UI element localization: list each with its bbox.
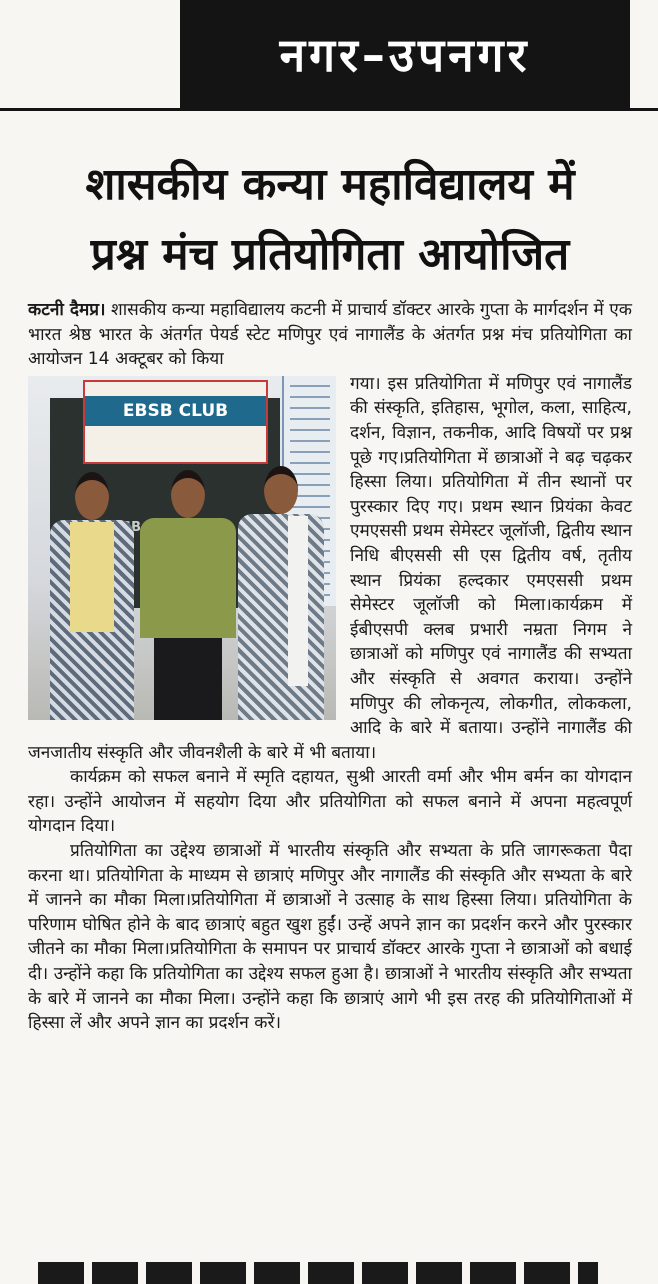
headline-line-2: प्रश्न मंच प्रतियोगिता आयोजित — [90, 229, 570, 280]
article-paragraph-3: प्रतियोगिता का उद्देश्य छात्राओं में भारतीय संस्कृति और सभ्यता के प्रति जागरूकता पैदा करना था। प्रतियोगिता के माध्यम से छात्राएं मणिपुर और नागालैंड की संस्कृति और सभ्यता के बारे में जानने का मौका मिला।प्रतियोगिता में छात्राओं ने उत्साह के साथ हिस्सा लिया। प्रतियोगिता के परिणाम घोषित होने के बाद छात्राएं बहुत खुश हुईं। उन्हें अपने ज्ञान का प्रदर्शन करने और पुरस्कार जीतने का मौका मिला।प्रतियोगिता के समापन पर प्राचार्य डॉक्टर आरके गुप्ता ने छात्राओं को बधाई दी। उन्होंने कहा कि प्रतियोगिता का उद्देश्य सफल हुआ है। छात्राओं ने भारतीय संस्कृति और सभ्यता के बारे में जानने का मौका मिला। उन्होंने कहा कि छात्राएं आगे भी इस तरह की प्रतियोगिताओं में हिस्सा लें और अपने ज्ञान का प्रदर्शन करें। — [28, 841, 632, 1034]
student-figure-2 — [140, 470, 236, 720]
article-body — [28, 298, 632, 1036]
paragraph-1-lead: शासकीय कन्या महाविद्यालय कटनी में प्राचार्य डॉक्टर आरके गुप्ता के मार्गदर्शन में एक भारत श्रेष्ठ भारत के अंतर्गत पेयर्ड स्टेट मणिपुर एवं नागालैंड के अंतर्गत प्रश्न मंच प्रतियोगिता का आयोजन 14 अक्टूबर को किया — [28, 300, 632, 370]
club-banner-text: EBSB CLUB — [85, 396, 266, 427]
article-paragraph-2: कार्यक्रम को सफल बनाने में स्मृति दहायत, सुश्री आरती वर्मा और भीम बर्मन का योगदान रहा। उन्होंने आयोजन में सहयोग दिया और प्रतियोगिता को सफल बनाने में अपना महत्वपूर्ण योगदान दिया। — [28, 767, 632, 837]
paragraph-1-rest: गया। इस प्रतियोगिता में मणिपुर एवं नागालैंड की संस्कृति, इतिहास, भूगोल, कला, साहित्य, दर्शन, विज्ञान, तकनीक, आदि विषयों पर प्रश्न पूछे गए।प्रतियोगिता में छात्राओं ने बढ़ चढ़कर हिस्सा लिया। प्रतियोगिता में तीन स्थानों पर पुरस्कार दिए गए। प्रथम स्थान प्रियंका केवट एमएससी प्रथम सेमेस्टर जूलॉजी, द्वितीय स्थान निधि बीएससी सी एस द्वितीय वर्ष, तृतीय स्थान प्रियंका हल्दकार एमएससी प्रथम सेमेस्टर जूलॉजी को मिला।कार्यक्रम में ईबीएसपी क्लब प्रभारी नम्रता निगम ने छात्राओं को मणिपुर एवं नागालैंड की सभ्यता और संस्कृति से अवगत कराया। उन्होंने मणिपुर की लोकनृत्य, लोकगीत, लोककला, आदि के बारे में बताया। उन्होंने नागालैंड की जनजातीय संस्कृति और जीवनशैली के बारे में भी बताया। — [28, 373, 632, 763]
dateline: कटनी दैमप्र। — [28, 300, 106, 320]
club-banner — [83, 380, 268, 464]
student-figure-1 — [50, 472, 134, 720]
article-photo — [28, 376, 336, 720]
next-headline-cutoff — [38, 1262, 598, 1284]
header-rule — [0, 108, 658, 111]
section-header — [180, 0, 630, 108]
article-paragraph-1 — [28, 298, 632, 765]
headline — [10, 150, 650, 290]
headline-line-1: शासकीय कन्या महाविद्यालय में — [85, 159, 575, 210]
student-figure-3 — [238, 466, 324, 720]
section-title: नगर–उपनगर — [279, 28, 531, 82]
